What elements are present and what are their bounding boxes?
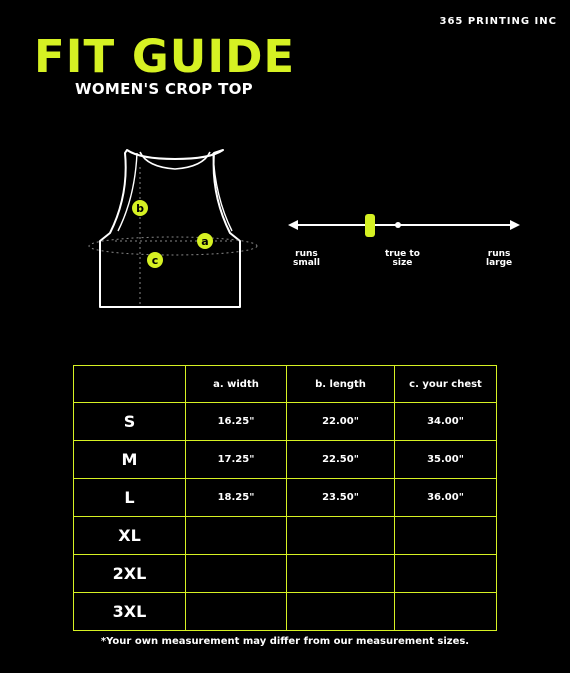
footnote: *Your own measurement may differ from our measurement sizes. — [100, 636, 470, 647]
size-cell: L — [74, 479, 186, 517]
table-row — [74, 517, 497, 555]
size-cell: 3XL — [74, 593, 186, 631]
arrow-left-icon — [288, 220, 298, 230]
size-table — [73, 365, 497, 631]
table-row — [74, 441, 497, 479]
chest-cell — [395, 517, 497, 555]
runs-large-label: runs large — [486, 249, 513, 268]
marker-b — [132, 200, 148, 216]
length-cell — [287, 555, 395, 593]
fit-scale — [286, 208, 522, 244]
table-header-length: b. length — [287, 366, 395, 403]
marker-a — [197, 233, 213, 249]
size-cell: M — [74, 441, 186, 479]
page-subtitle: WOMEN'S CROP TOP — [75, 80, 253, 98]
true-to-size-dot — [395, 222, 401, 228]
svg-text:c: c — [151, 254, 159, 267]
size-cell: XL — [74, 517, 186, 555]
fit-indicator — [365, 214, 375, 237]
size-cell: 2XL — [74, 555, 186, 593]
table-row — [74, 593, 497, 631]
size-cell: S — [74, 403, 186, 441]
length-cell — [287, 517, 395, 555]
table-header-row — [74, 366, 497, 403]
shirt-outline — [100, 150, 240, 307]
length-cell — [287, 593, 395, 631]
width-cell — [186, 517, 287, 555]
brand-name: 365 PRINTING INC — [439, 16, 557, 27]
chest-cell: 34.00" — [395, 403, 497, 441]
page-title: FIT GUIDE — [34, 30, 296, 83]
chest-cell: 36.00" — [395, 479, 497, 517]
runs-small-label: runs small — [293, 249, 320, 268]
svg-text:b: b — [136, 202, 144, 215]
width-cell — [186, 593, 287, 631]
length-cell: 22.00" — [287, 403, 395, 441]
width-cell — [186, 555, 287, 593]
width-cell: 17.25" — [186, 441, 287, 479]
length-cell: 22.50" — [287, 441, 395, 479]
table-row — [74, 555, 497, 593]
arrow-right-icon — [510, 220, 520, 230]
table-row — [74, 403, 497, 441]
table-header-empty — [74, 366, 186, 403]
table-header-chest: c. your chest — [395, 366, 497, 403]
width-cell: 16.25" — [186, 403, 287, 441]
marker-c — [147, 252, 163, 268]
chest-cell — [395, 555, 497, 593]
width-cell: 18.25" — [186, 479, 287, 517]
chest-cell — [395, 593, 497, 631]
crop-top-diagram — [85, 145, 265, 315]
shirt-neckline — [140, 152, 210, 169]
table-header-width: a. width — [186, 366, 287, 403]
true-to-size-label: true to size — [385, 249, 420, 268]
chest-cell: 35.00" — [395, 441, 497, 479]
table-row — [74, 479, 497, 517]
svg-text:a: a — [201, 235, 209, 248]
length-cell: 23.50" — [287, 479, 395, 517]
chest-measure-line — [89, 237, 257, 255]
